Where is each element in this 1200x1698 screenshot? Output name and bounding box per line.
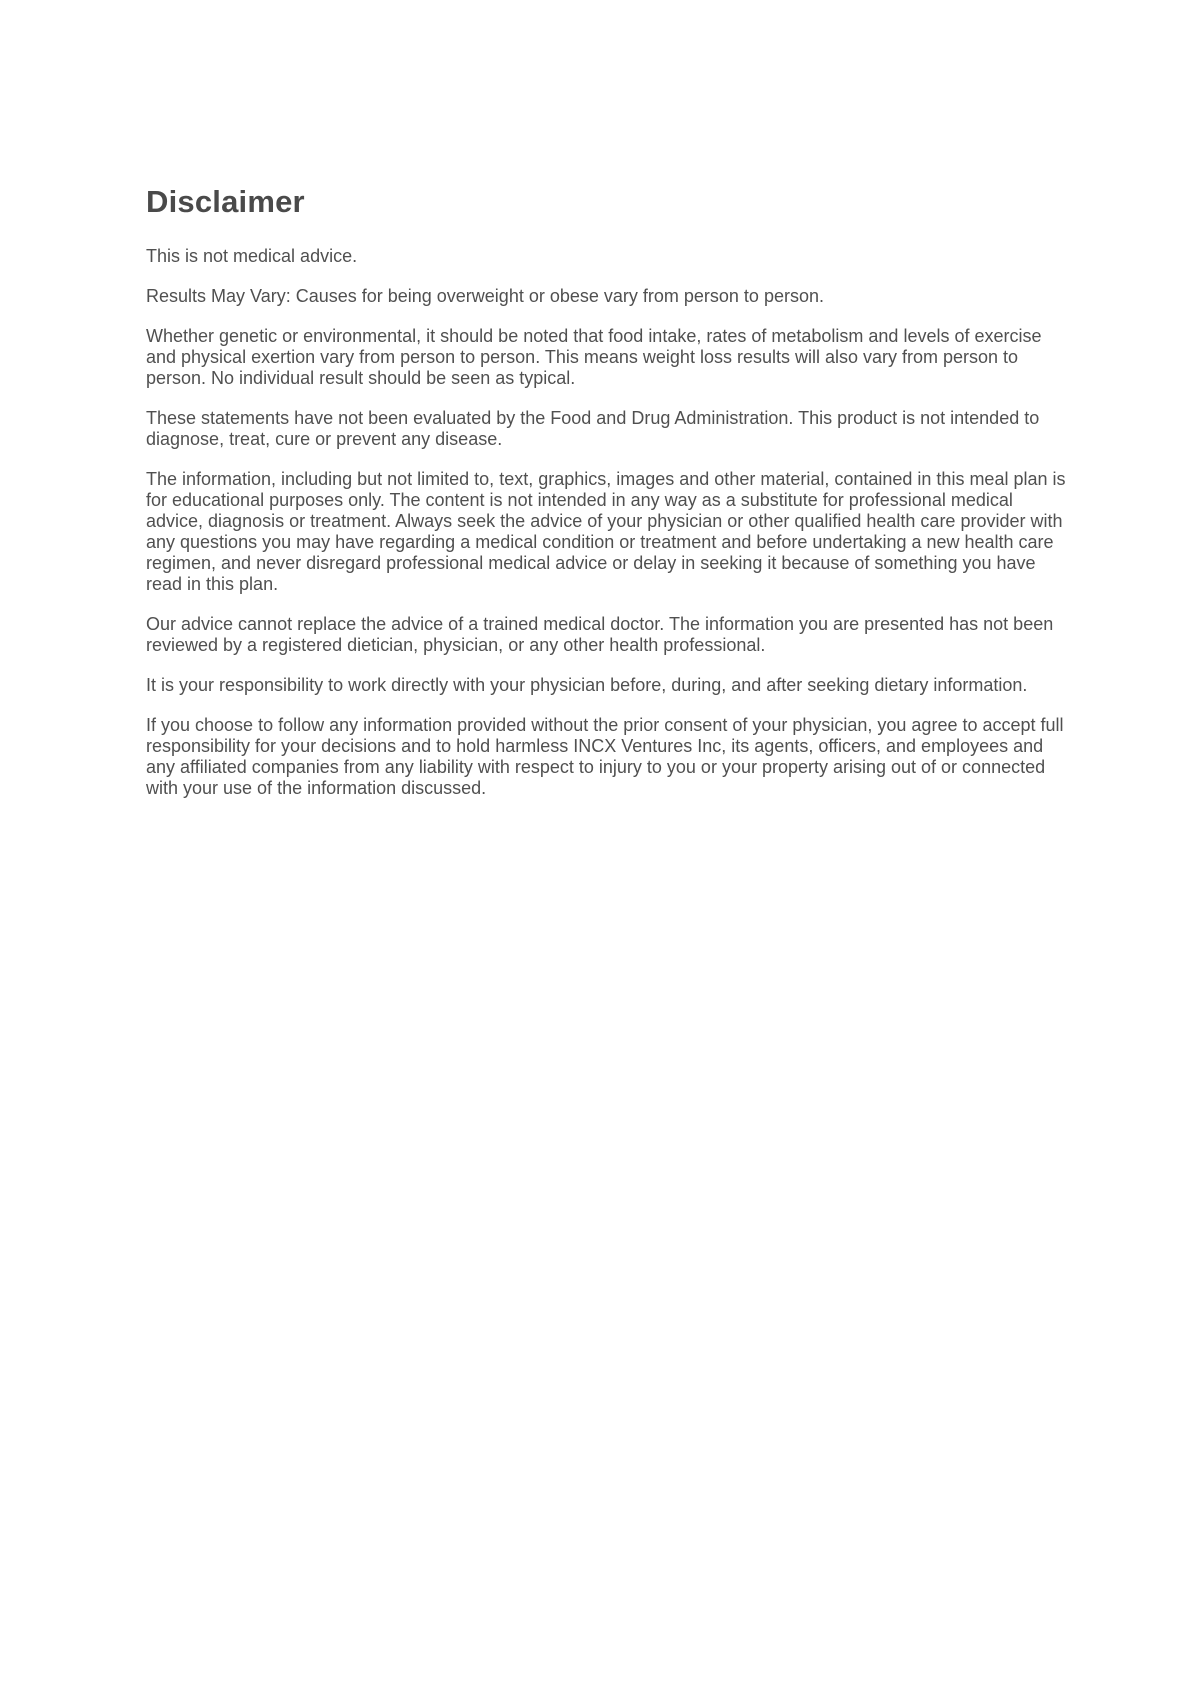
paragraph-fda-statement: These statements have not been evaluated by the Food and Drug Administration. This product is not intended to diagnose, treat, cure or prevent any disease. bbox=[146, 408, 1040, 449]
document-page bbox=[146, 182, 1066, 818]
paragraph-educational-purposes: The information, including but not limited to, text, graphics, images and other material, contained in this meal plan is for educational purposes only. The content is not intended in any way as a substitute for professional medical advice, diagnosis or treatment. Always seek the advice of your physician or other qualified health care provider with any questions you may have regarding a medical condition or treatment and before undertaking a new health care regimen, and never disregard professional medical advice or delay in seeking it because of something you have read in this plan. bbox=[146, 469, 1066, 594]
paragraph-hold-harmless: If you choose to follow any information provided without the prior consent of your physician, you agree to accept full responsibility for your decisions and to hold harmless INCX Ventures Inc, its agents, officers, and employees and any affiliated companies from any liability with respect to injury to you or your property arising out of or connected with your use of the information discussed. bbox=[146, 715, 1064, 798]
paragraph-not-medical-advice: This is not medical advice. bbox=[146, 246, 358, 266]
paragraph-genetic-environmental: Whether genetic or environmental, it should be noted that food intake, rates of metabolism and levels of exercise and physical exertion vary from person to person. This means weight loss results will also vary from person to person. No individual result should be seen as typical. bbox=[146, 326, 1042, 388]
paragraph-your-responsibility: It is your responsibility to work directly with your physician before, during, and after seeking dietary information. bbox=[146, 675, 1028, 695]
disclaimer-body bbox=[146, 246, 1066, 799]
page-title: Disclaimer bbox=[146, 184, 305, 219]
paragraph-not-replace-doctor: Our advice cannot replace the advice of a trained medical doctor. The information you are presented has not been reviewed by a registered dietician, physician, or any other health professional. bbox=[146, 614, 1054, 655]
paragraph-results-may-vary: Results May Vary: Causes for being overweight or obese vary from person to person. bbox=[146, 286, 824, 306]
